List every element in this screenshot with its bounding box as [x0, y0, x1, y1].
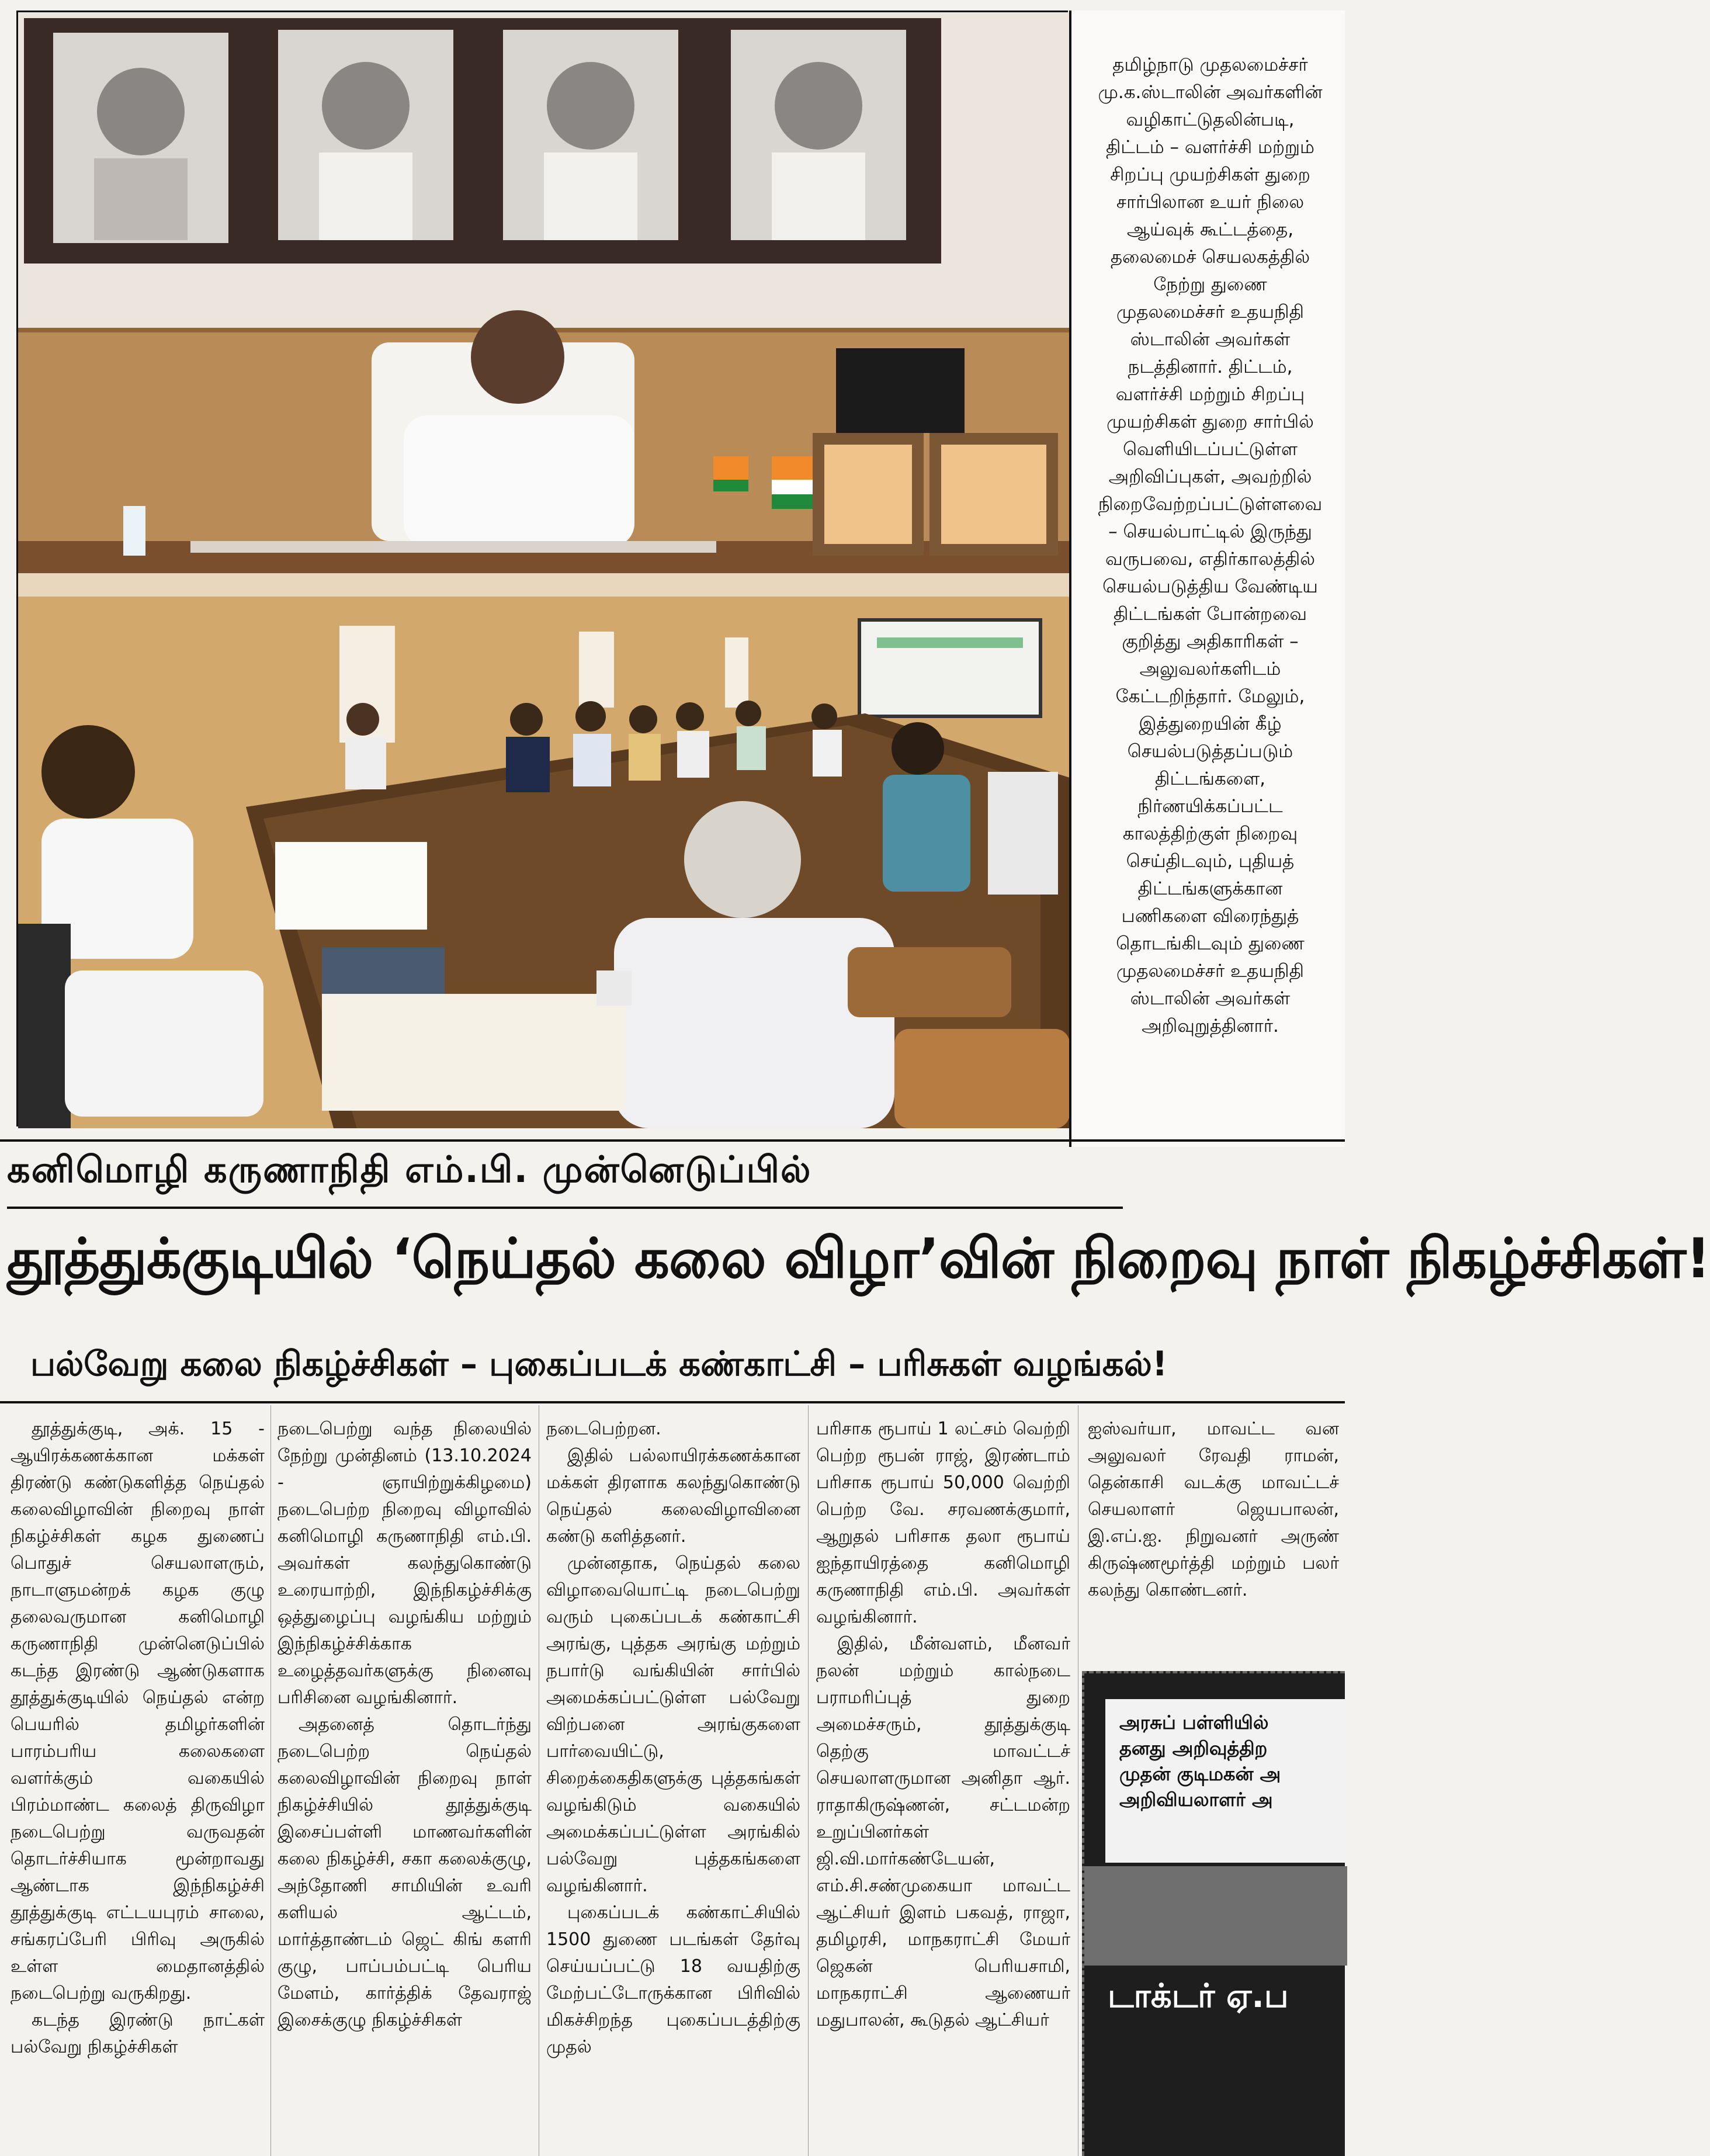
- article-subhead: பல்வேறு கலை நிகழ்ச்சிகள் – புகைப்படக் கண்காட்சி – பரிசுகள் வழங்கல்!: [30, 1344, 1168, 1384]
- paragraph: புகைப்படக் கண்காட்சியில் 1500 துணை படங்கள் தேர்வு செய்யப்பட்டு 18 வயதிற்கு மேற்பட்டோருக்கான பிரிவில் மிகச்சிறந்த புகைப்படத்திற்கு முதல்: [546, 1902, 800, 2057]
- article-column-5: [1088, 1416, 1339, 1673]
- article-column-1: [11, 1416, 265, 2152]
- paragraph: நடைபெற்றன.: [546, 1419, 661, 1439]
- article-headline: தூத்துக்குடியில் ‘நெய்தல் கலை விழா’வின் நிறைவு நாள் நிகழ்ச்சிகள்!: [7, 1227, 1710, 1291]
- photo-officials-meeting-room: [18, 573, 1070, 1128]
- column-divider: [270, 1405, 271, 2156]
- paragraph: இதில் பல்லாயிரக்கணக்கான மக்கள் திரளாக கலந்துகொண்டு நெய்தல் கலைவிழாவினை கண்டு களித்தனர்.: [546, 1446, 800, 1547]
- article-column-2: [278, 1416, 532, 2152]
- paragraph: கடந்த இரண்டு நாட்கள் பல்வேறு நிகழ்ச்சிகள்: [11, 2010, 265, 2057]
- ad-line: அறிவியலாளர் அ: [1119, 1788, 1273, 1811]
- subhead-divider: [0, 1401, 1345, 1403]
- article-column-4: [816, 1416, 1070, 2152]
- top-divider: [0, 1139, 1345, 1142]
- advertisement-box: [1082, 1671, 1345, 2156]
- ad-line: அரசுப் பள்ளியில்: [1119, 1711, 1269, 1734]
- paragraph: தூத்துக்குடி, அக். 15 - ஆயிரக்கணக்கான மக்கள் திரண்டு கண்டுகளித்த நெய்தல் கலைவிழாவின் நிறைவு நாள் நிகழ்ச்சிகள் கழக துணைப் பொதுச் செயலாளரும், நாடாளுமன்றக் கழக குழு தலைவருமான கனிமொழி கருணாநிதி முன்னெடுப்பில் கடந்த இரண்டு ஆண்டுகளாக தூத்துக்குடியில் நெய்தல் என்ற பெயரில் தமிழர்களின் பாரம்பரிய கலைகளை வளர்க்கும் வகையில் பிரம்மாண்ட கலைத் திருவிழா நடைபெற்று வருவதன் தொடர்ச்சியாக மூன்றாவது ஆண்டாக இந்நிகழ்ச்சி தூத்துக்குடி எட்டயபுரம் சாலை, சங்கரப்பேரி பிரிவு அருகில் உள்ள மைதானத்தில் நடைபெற்று வருகிறது.: [11, 1419, 265, 2004]
- ad-footer-name: டாக்டர் ஏ.ப: [1108, 1977, 1289, 2015]
- meeting-photo: [16, 11, 1068, 1126]
- sidebar-caption-text: தமிழ்நாடு முதலமைச்சர் மு.க.ஸ்டாலின் அவர்களின் வழிகாட்டுதலின்படி, திட்டம் – வளர்ச்சி மற்றும் சிறப்பு முயற்சிகள் துறை சார்பிலான உயர் நிலை ஆய்வுக் கூட்டத்தை, தலைமைச் செயலகத்தில் நேற்று துணை முதலமைச்சர் உதயநிதி ஸ்டாலின் அவர்கள் நடத்தினார். திட்டம், வளர்ச்சி மற்றும் சிறப்பு முயற்சிகள் துறை சார்பில் வெளியிடப்பட்டுள்ள அறிவிப்புகள், அவற்றில் நிறைவேற்றப்பட்டுள்ளவை – செயல்பாட்டில் இருந்து வருபவை, எதிர்காலத்தில் செயல்படுத்திய வேண்டிய திட்டங்கள் போன்றவை குறித்து அதிகாரிகள் – அலுவலர்களிடம் கேட்டறிந்தார். மேலும், இத்துறையின் கீழ் செயல்படுத்தப்படும் திட்டங்களை, நிர்ணயிக்கப்பட்ட காலத்திற்குள் நிறைவு செய்திடவும், புதியத் திட்டங்களுக்கான பணிகளை விரைந்துத் தொடங்கிடவும் துணை முதலமைச்சர் உதயநிதி ஸ்டாலின் அவர்கள் அறிவுறுத்தினார்.: [1098, 54, 1323, 1037]
- paragraph: பரிசாக ரூபாய் 1 லட்சம் வெற்றி பெற்ற ரூபன் ராஜ், இரண்டாம் பரிசாக ரூபாய் 50,000 வெற்றி பெற்ற வே. சரவணக்குமார், ஆறுதல் பரிசாக தலா ரூபாய் ஐந்தாயிரத்தை கனிமொழி கருணாநிதி எம்.பி. அவர்கள் வழங்கினார்.: [816, 1419, 1070, 1627]
- paragraph: இதில், மீன்வளம், மீனவர் நலன் மற்றும் கால்நடை பராமரிப்புத் துறை அமைச்சரும், தூத்துக்குடி தெற்கு மாவட்டச் செயலாளருமான அனிதா ஆர். ராதாகிருஷ்ணன், சட்டமன்ற உறுப்பினர்கள் ஜி.வி.மார்கண்டேயன், எம்.சி.சண்முகையா மாவட்ட ஆட்சியர் இளம் பகவத், ராஜா, தமிழரசி, மாநகராட்சி மேயர் ஜெகன் பெரியசாமி, மாநகராட்சி ஆணையர் மதுபாலன், கூடுதல் ஆட்சியர்: [816, 1634, 1070, 2030]
- column-divider: [808, 1405, 809, 2156]
- ad-line: முதன் குடிமகன் அ: [1119, 1763, 1281, 1785]
- article-kicker: கனிமொழி கருணாநிதி எம்.பி. முன்னெடுப்பில்: [7, 1148, 812, 1191]
- paragraph: நடைபெற்று வந்த நிலையில் நேற்று முன்தினம் (13.10.2024 - ஞாயிற்றுக்கிழமை) நடைபெற்ற நிறைவு விழாவில் கனிமொழி கருணாநிதி எம்.பி. அவர்கள் கலந்துகொண்டு உரையாற்றி, இந்நிகழ்ச்சிக்கு ஒத்துழைப்பு வழங்கிய மற்றும் இந்நிகழ்ச்சிக்காக உழைத்தவர்களுக்கு நினைவு பரிசினை வழங்கினார்.: [278, 1419, 532, 1708]
- ad-line: தனது அறிவுத்திற: [1119, 1737, 1268, 1759]
- kicker-underline: [7, 1207, 1123, 1209]
- paragraph: அதனைத் தொடர்ந்து நடைபெற்ற நெய்தல் கலைவிழாவின் நிறைவு நாள் நிகழ்ச்சியில் தூத்துக்குடி இசைப்பள்ளி மாணவர்களின் கலை நிகழ்ச்சி, சகா கலைக்குழு, அந்தோணி சாமியின் உவரி களியல் ஆட்டம், மார்த்தாண்டம் ஜெட் கிங் களரி குழு, பாப்பம்பட்டி பெரிய மேளம், கார்த்திக் தேவராஜ் இசைக்குழு நிகழ்ச்சிகள்: [278, 1714, 532, 2030]
- ad-photo-band: [1084, 1866, 1347, 1966]
- paragraph: முன்னதாக, நெய்தல் கலை விழாவையொட்டி நடைபெற்று வரும் புகைப்படக் கண்காட்சி அரங்கு, புத்தக அரங்கு மற்றும் நபார்டு வங்கியின் சார்பில் அமைக்கப்பட்டுள்ள பல்வேறு விற்பனை அரங்குகளை பார்வையிட்டு, சிறைக்கைதிகளுக்கு புத்தகங்கள் வழங்கிடும் வகையில் அமைக்கப்பட்டுள்ள அரங்கில் பல்வேறு புத்தகங்களை வழங்கினார்.: [546, 1553, 800, 1896]
- ad-text-panel: [1105, 1699, 1347, 1863]
- paragraph: ஐஸ்வர்யா, மாவட்ட வன அலுவலர் ரேவதி ராமன், தென்காசி வடக்கு மாவட்டச் செயலாளர் ஜெயபாலன், இ.எப்.ஐ. நிறுவனர் அருண் கிருஷ்ணமூர்த்தி மற்றும் பலர் கலந்து கொண்டனர்.: [1088, 1419, 1339, 1600]
- article-column-3: [546, 1416, 800, 2152]
- photo-caption-sidebar: [1069, 11, 1345, 1147]
- photo-review-meeting-desk: [18, 12, 1070, 573]
